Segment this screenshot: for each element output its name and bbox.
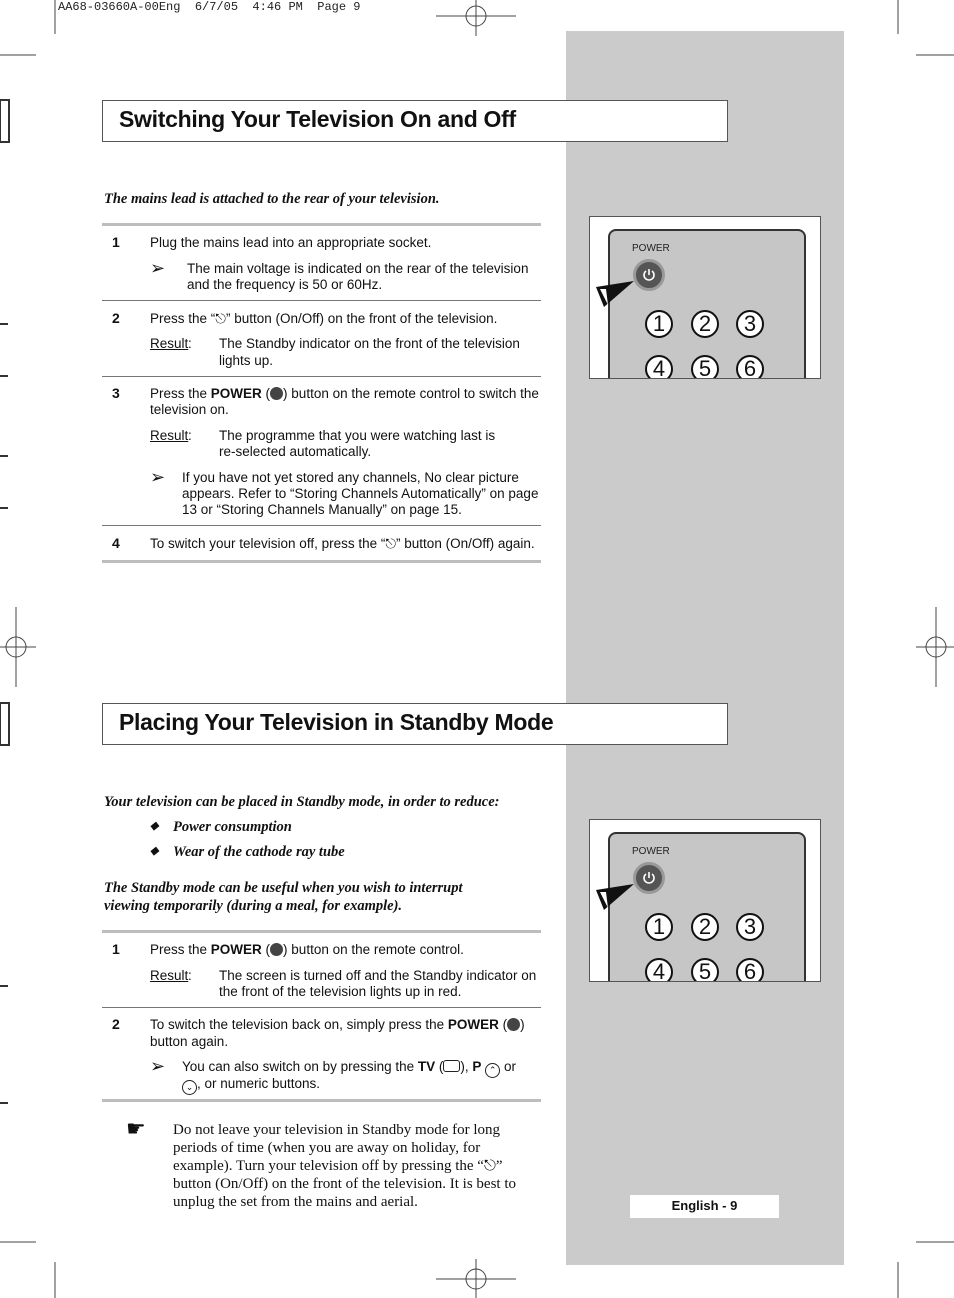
- on-off-icon: ⎋: [215, 311, 226, 326]
- on-off-icon: ⎋: [483, 1158, 496, 1174]
- note-text: If you have not yet stored any channels, No clear picture: [182, 470, 519, 485]
- numeric-key: 3: [736, 310, 764, 338]
- result-text: the front of the television lights up in red.: [219, 984, 462, 999]
- bullet-icon: ◆: [150, 820, 159, 832]
- channel-down-icon: ⌄: [182, 1080, 197, 1095]
- power-icon: [507, 1018, 520, 1031]
- section-title-box: [102, 703, 728, 745]
- result-label: Result: [150, 336, 189, 351]
- divider: [102, 525, 541, 526]
- step-number: 1: [112, 234, 120, 250]
- page-number: English - 9: [630, 1195, 779, 1218]
- channel-up-icon: ⌃: [485, 1063, 500, 1078]
- divider: [102, 223, 541, 226]
- note-text: You can also switch on by pressing the TV ( ), P ⌃ or: [182, 1059, 516, 1078]
- bullet-item: Power consumption: [173, 819, 292, 835]
- power-icon: [270, 943, 283, 956]
- result-text: lights up.: [219, 353, 274, 368]
- section-title: Switching Your Television On and Off: [119, 106, 516, 132]
- section-title: Placing Your Television in Standby Mode: [119, 709, 554, 735]
- divider: [102, 930, 541, 933]
- divider: [102, 376, 541, 377]
- step-number: 2: [112, 310, 120, 326]
- numeric-key: 2: [691, 310, 719, 338]
- note-text: The main voltage is indicated on the rear of the television: [187, 261, 529, 276]
- step-number: 4: [112, 535, 120, 551]
- power-label: POWER: [632, 243, 670, 254]
- power-label: POWER: [632, 846, 670, 857]
- divider: [102, 300, 541, 301]
- note-text: periods of time (when you are away on holiday, for: [173, 1140, 481, 1156]
- numeric-key: 1: [645, 310, 673, 338]
- numeric-key: 2: [691, 913, 719, 941]
- bullet-item: Wear of the cathode ray tube: [173, 844, 345, 860]
- result-text: The programme that you were watching last is: [219, 428, 496, 443]
- numeric-key: 1: [645, 913, 673, 941]
- remote-illustration: [589, 819, 821, 982]
- section-intro: The Standby mode can be useful when you wish to interrupt: [104, 880, 463, 896]
- remote-illustration: [589, 216, 821, 379]
- divider: [102, 1099, 541, 1102]
- numeric-key: 6: [736, 958, 764, 982]
- numeric-key: 4: [645, 355, 673, 379]
- result-text: re-selected automatically.: [219, 444, 372, 459]
- tv-icon: [443, 1060, 460, 1072]
- power-icon: [270, 387, 283, 400]
- step-text: To switch your television off, press the “⎋” button (On/Off) again.: [150, 536, 535, 551]
- divider: [102, 1007, 541, 1008]
- note-text: button (On/Off) on the front of the television. It is best to: [173, 1176, 517, 1192]
- numeric-key: 5: [691, 355, 719, 379]
- numeric-key: 5: [691, 958, 719, 982]
- bullet-icon: ◆: [150, 845, 159, 857]
- step-text: Press the POWER ( ) button on the remote control.: [150, 942, 464, 957]
- pointing-hand-icon: ☛: [126, 1116, 146, 1141]
- result-text: The screen is turned off and the Standby indicator on: [219, 968, 537, 983]
- numeric-key: 4: [645, 958, 673, 982]
- print-meta: AA68-03660A-00Eng 6/7/05 4:46 PM Page 9: [58, 0, 361, 14]
- numeric-key: 6: [736, 355, 764, 379]
- note-text: Do not leave your television in Standby mode for long: [173, 1122, 501, 1138]
- section-intro: viewing temporarily (during a meal, for example).: [104, 898, 403, 914]
- note-text: appears. Refer to “Storing Channels Automatically” on page: [182, 486, 539, 501]
- on-off-icon: ⎋: [385, 536, 397, 551]
- numeric-key: 3: [736, 913, 764, 941]
- pointer-icon: [594, 275, 640, 311]
- divider: [102, 560, 541, 563]
- step-text: television on.: [150, 402, 229, 417]
- note-text: example). Turn your television off by pressing the “⎋”: [173, 1158, 503, 1174]
- note-text: unplug the set from the mains and aerial.: [173, 1194, 418, 1210]
- result-label: Result: [150, 968, 189, 983]
- note-text: and the frequency is 50 or 60Hz.: [187, 277, 383, 292]
- pointer-icon: [594, 878, 640, 914]
- note-arrow-icon: ➢: [150, 1056, 166, 1076]
- section-intro: Your television can be placed in Standby mode, in order to reduce:: [104, 794, 500, 810]
- note-arrow-icon: ➢: [150, 258, 166, 278]
- step-text: button again.: [150, 1034, 229, 1049]
- step-text: Press the “⎋” button (On/Off) on the front of the television.: [150, 311, 498, 326]
- step-number: 2: [112, 1016, 120, 1032]
- note-arrow-icon: ➢: [150, 467, 166, 487]
- step-text: To switch the television back on, simply press the POWER ( ): [150, 1017, 525, 1032]
- step-number: 1: [112, 941, 120, 957]
- result-label: Result: [150, 428, 189, 443]
- step-text: Press the POWER ( ) button on the remote control to switch the: [150, 386, 539, 401]
- note-text: 13 or “Storing Channels Manually” on page 15.: [182, 502, 462, 517]
- step-number: 3: [112, 385, 120, 401]
- section-intro: The mains lead is attached to the rear of your television.: [104, 191, 440, 207]
- note-text: ⌄ , or numeric buttons.: [182, 1076, 320, 1095]
- step-text: Plug the mains lead into an appropriate socket.: [150, 235, 432, 250]
- section-title-box: [102, 100, 728, 142]
- result-text: The Standby indicator on the front of the television: [219, 336, 520, 351]
